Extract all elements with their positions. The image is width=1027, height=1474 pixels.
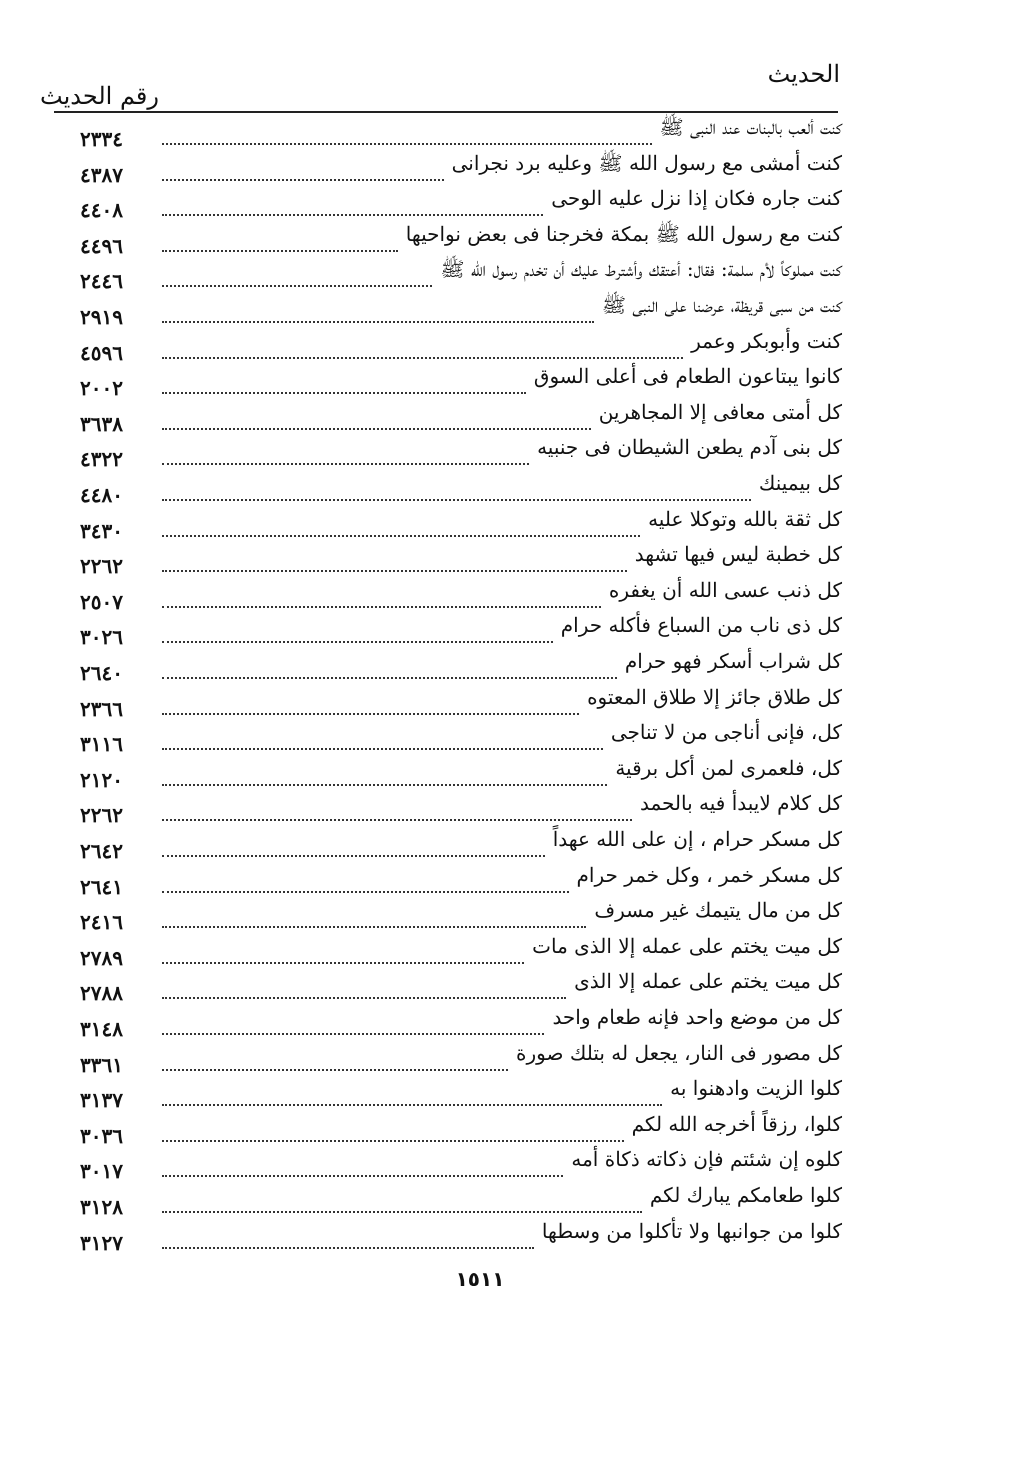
index-entry — [52, 1147, 842, 1183]
dot-leader — [162, 357, 683, 359]
dot-leader — [162, 570, 627, 572]
hadith-number: ٣١١٦ — [80, 732, 123, 757]
dot-leader — [162, 606, 601, 608]
index-entry — [52, 471, 842, 507]
hadith-incipit: كل شراب أسكر فهو حرام — [624, 649, 842, 673]
hadith-number: ٢٣٣٤ — [80, 127, 123, 151]
dot-leader — [162, 997, 566, 999]
hadith-incipit: كل بنى آدم يطعن الشيطان فى جنبيه — [537, 435, 842, 460]
hadith-number: ٢٤١٦ — [80, 910, 123, 935]
hadith-incipit: كل بيمينك — [758, 471, 842, 495]
dot-leader — [162, 748, 603, 750]
index-entry — [52, 613, 842, 649]
index-entry — [52, 435, 842, 471]
hadith-number: ٤٣٢٢ — [80, 447, 123, 472]
index-entry — [52, 151, 842, 187]
index-entry — [52, 969, 842, 1005]
hadith-number: ٤٣٨٧ — [80, 162, 123, 187]
hadith-incipit: كل ثقة بالله وتوكلا عليه — [648, 506, 842, 531]
index-entry — [52, 1005, 842, 1041]
index-entry — [52, 186, 842, 222]
hadith-number: ٣١٢٧ — [80, 1230, 123, 1255]
hadith-number: ٣٦٣٨ — [80, 411, 123, 436]
hadith-incipit: كل ذنب عسى الله أن يغفره — [608, 577, 842, 602]
hadith-number: ٤٤٨٠ — [80, 483, 123, 507]
hadith-incipit: كلوا طعامكم يبارك لكم — [649, 1183, 842, 1207]
hadith-incipit: كل ميت يختم على عمله إلا الذى — [574, 969, 842, 994]
dot-leader — [162, 285, 432, 287]
hadith-incipit: كل طلاق جائز إلا طلاق المعتوه — [587, 684, 842, 709]
hadith-incipit: كلوه إن شئتم فإن ذكاته ذكاة أمه — [571, 1147, 842, 1172]
hadith-incipit: كنت ألعب بالبنات عند النبى ﷺ — [659, 115, 842, 139]
index-entry — [52, 1112, 842, 1148]
index-entry — [52, 257, 842, 293]
dot-leader — [162, 428, 591, 430]
hadith-incipit: كانوا يبتاعون الطعام فى أعلى السوق — [533, 364, 842, 389]
hadith-incipit: كنت وأبوبكر وعمر — [691, 328, 842, 353]
hadith-number: ٢٩١٩ — [80, 305, 123, 329]
hadith-number: ٤٥٩٦ — [80, 340, 123, 365]
dot-leader — [162, 535, 640, 537]
hadith-number: ٣١٢٨ — [80, 1195, 123, 1219]
hadith-incipit: كل ذى ناب من السباع فأكله حرام — [560, 613, 842, 638]
hadith-incipit: كنت جاره فكان إذا نزل عليه الوحى — [551, 186, 842, 211]
index-entries — [52, 113, 842, 1253]
hadith-number: ٢٢٦٢ — [80, 554, 123, 579]
index-entry — [52, 578, 842, 614]
dot-leader — [162, 321, 594, 323]
dot-leader — [162, 891, 569, 893]
hadith-incipit: كنت من سبى قريظة، عرضنا على النبى ﷺ — [601, 293, 842, 317]
index-entry — [52, 720, 842, 756]
hadith-incipit: كل أمتى معافى إلا المجاهرين — [598, 399, 842, 424]
index-entry — [52, 222, 842, 258]
dot-leader — [162, 392, 526, 394]
dot-leader — [162, 1104, 662, 1106]
hadith-incipit: كل خطبة ليس فيها تشهد — [634, 542, 842, 567]
index-entry — [52, 293, 842, 329]
hadith-incipit: كل ميت يختم على عمله إلا الذى مات — [532, 933, 842, 958]
index-entry — [52, 1219, 842, 1255]
dot-leader — [162, 143, 652, 145]
dot-leader — [162, 214, 543, 216]
hadith-number: ٣٣٦١ — [80, 1052, 123, 1077]
index-entry — [52, 827, 842, 863]
hadith-column-heading: الحديث — [767, 60, 840, 88]
hadith-incipit: كل، فلعمرى لمن أكل برقية — [615, 755, 842, 780]
hadith-incipit: كلوا من جوانبها ولا تأكلوا من وسطها — [541, 1218, 842, 1243]
hadith-number: ٣٤٣٠ — [80, 518, 123, 543]
hadith-number: ٣١٣٧ — [80, 1088, 123, 1113]
index-entry — [52, 400, 842, 436]
dot-leader — [162, 1175, 563, 1177]
index-entry — [52, 898, 842, 934]
dot-leader — [162, 926, 586, 928]
index-entry — [52, 507, 842, 543]
index-entry — [52, 756, 842, 792]
hadith-number: ٢٦٤١ — [80, 874, 123, 899]
index-entry — [52, 863, 842, 899]
hadith-number: ٣٠٢٦ — [80, 625, 123, 650]
hadith-number: ٢٠٠٢ — [80, 376, 123, 401]
hadith-incipit: كنت أمشى مع رسول الله ﷺ وعليه برد نجرانى — [451, 150, 842, 175]
index-entry — [52, 791, 842, 827]
hadith-incipit: كلوا الزيت وادهنوا به — [670, 1076, 842, 1101]
dot-leader — [162, 784, 607, 786]
dot-leader — [162, 641, 553, 643]
hadith-incipit: كلوا، رزقاً أخرجه الله لكم — [631, 1111, 842, 1136]
page-number: ١٥١١ — [455, 1267, 505, 1291]
index-entry — [52, 685, 842, 721]
hadith-incipit: كل مصور فى النار، يجعل له بتلك صورة — [516, 1040, 842, 1065]
hadith-number: ٣٠٣٦ — [80, 1123, 123, 1148]
hadith-incipit: كل من مال يتيمك غير مسرف — [594, 898, 842, 923]
index-entry — [52, 649, 842, 685]
index-entry — [52, 115, 842, 151]
dot-leader — [162, 1033, 544, 1035]
dot-leader — [162, 855, 545, 857]
dot-leader — [162, 1140, 624, 1142]
hadith-number: ٢٧٨٨ — [80, 981, 123, 1006]
index-entry — [52, 329, 842, 365]
dot-leader — [162, 499, 751, 501]
hadith-number: ٣١٤٨ — [80, 1017, 123, 1041]
dot-leader — [162, 250, 398, 252]
hadith-incipit: كل مسكر حرام ، إن على الله عهداً — [552, 827, 842, 851]
index-entry — [52, 364, 842, 400]
index-entry — [52, 1041, 842, 1077]
dot-leader — [162, 1069, 508, 1071]
dot-leader — [162, 677, 617, 679]
hadith-number-column-heading: رقم الحديث — [40, 82, 159, 110]
hadith-number: ٢٢٦٢ — [80, 803, 123, 828]
hadith-number: ٢٦٤٠ — [80, 661, 123, 685]
hadith-number: ٢٥٠٧ — [80, 589, 123, 614]
hadith-number: ٤٤٠٨ — [80, 198, 123, 223]
hadith-incipit: كل من موضع واحد فإنه طعام واحد — [552, 1005, 842, 1029]
hadith-incipit: كنت مملوكاً لأم سلمة: فقال: أعتقك وأشترط عليك أن تخدم رسول الله ﷺ — [440, 257, 842, 282]
dot-leader — [162, 819, 632, 821]
hadith-incipit: كنت مع رسول الله ﷺ بمكة فخرجنا فى بعض نواحيها — [405, 221, 842, 246]
dot-leader — [162, 463, 529, 465]
page-header — [40, 58, 840, 108]
hadith-number: ٣٠١٧ — [80, 1159, 123, 1184]
index-entry — [52, 542, 842, 578]
index-entry — [52, 1183, 842, 1219]
hadith-incipit: كل مسكر خمر ، وكل خمر حرام — [576, 862, 842, 887]
dot-leader — [162, 1247, 534, 1249]
dot-leader — [162, 713, 579, 715]
hadith-number: ٢٧٨٩ — [80, 945, 123, 970]
hadith-number: ٢٣٦٦ — [80, 696, 123, 721]
dot-leader — [162, 179, 444, 181]
index-entry — [52, 1076, 842, 1112]
hadith-number: ٤٤٩٦ — [80, 233, 123, 258]
hadith-number: ٢١٢٠ — [80, 767, 123, 792]
index-entry — [52, 934, 842, 970]
hadith-incipit: كل كلام لايبدأ فيه بالحمد — [639, 791, 842, 816]
hadith-incipit: كل، فإنى أناجى من لا تناجى — [610, 720, 842, 745]
dot-leader — [162, 962, 524, 964]
hadith-number: ٢٦٤٢ — [80, 839, 123, 863]
hadith-number: ٢٤٤٦ — [80, 269, 123, 294]
dot-leader — [162, 1211, 642, 1213]
